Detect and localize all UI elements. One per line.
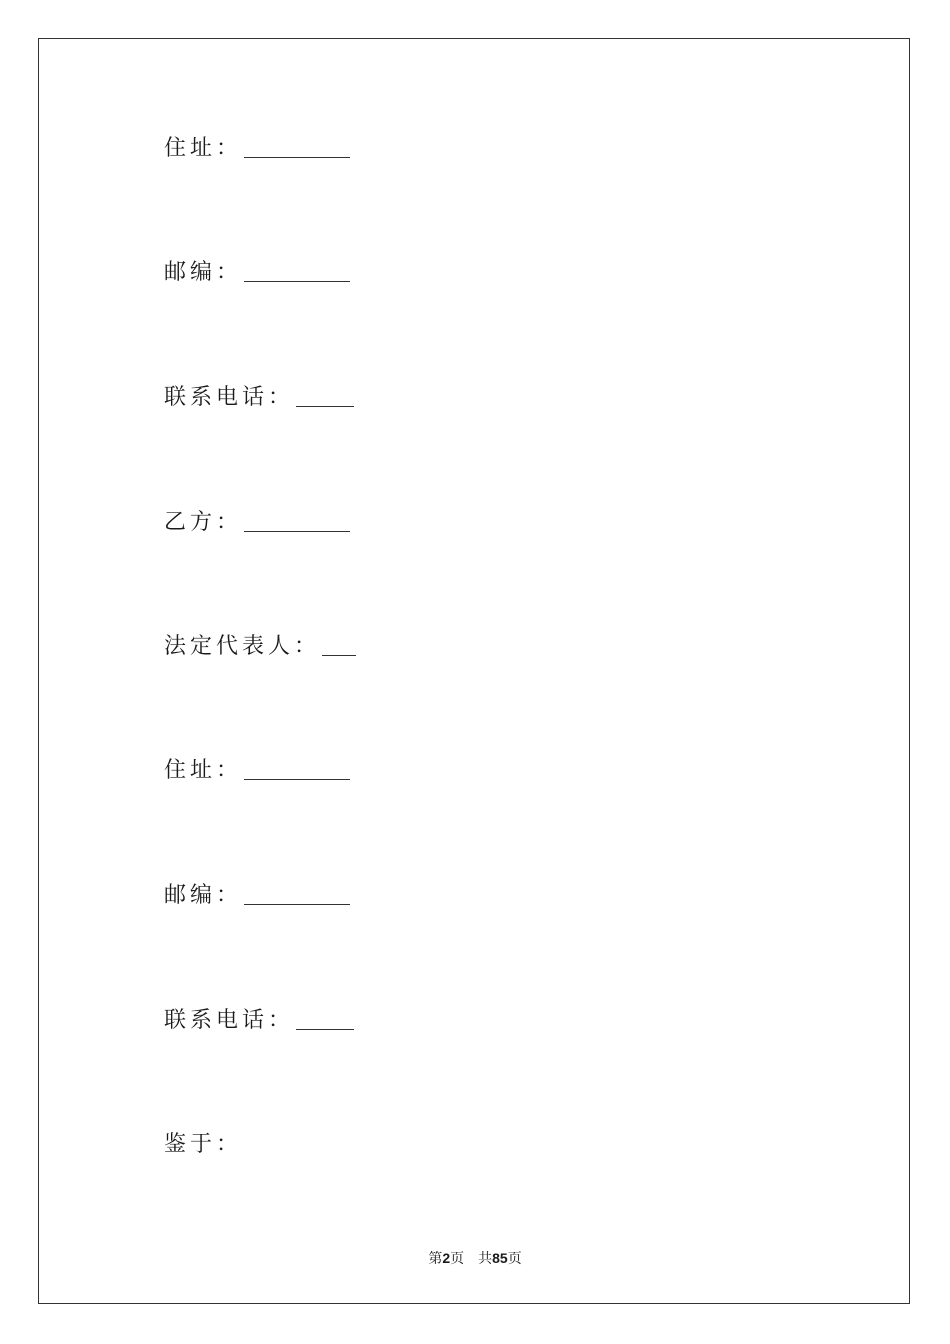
- fill-in-blank[interactable]: [244, 759, 350, 780]
- page-prefix: 第: [428, 1251, 443, 1267]
- field-label: 邮编：: [164, 883, 243, 908]
- page-frame: [38, 38, 910, 1304]
- field-label: 乙方：: [164, 510, 243, 535]
- field-phone-party-b: [164, 1008, 354, 1034]
- field-label: 邮编：: [164, 260, 243, 285]
- fill-in-blank[interactable]: [244, 884, 350, 905]
- field-legal-representative: [164, 634, 356, 660]
- page-number: 2: [442, 1250, 451, 1266]
- field-phone-party-a: [164, 385, 354, 411]
- field-address-party-a: [164, 136, 350, 162]
- fill-in-blank[interactable]: [244, 511, 350, 532]
- field-label: 鉴于：: [164, 1132, 243, 1157]
- field-label: 联系电话：: [164, 1008, 295, 1033]
- fill-in-blank[interactable]: [296, 1009, 354, 1030]
- fill-in-blank[interactable]: [296, 386, 354, 407]
- field-address-party-b: [164, 758, 350, 784]
- field-whereas: [164, 1132, 242, 1158]
- field-label: 联系电话：: [164, 385, 295, 410]
- total-suffix: 页: [507, 1251, 522, 1267]
- fill-in-blank[interactable]: [322, 635, 356, 656]
- field-label: 住址：: [164, 758, 243, 783]
- page-footer: [0, 1248, 950, 1268]
- field-postcode-party-b: [164, 883, 350, 909]
- field-party-b: [164, 510, 350, 536]
- field-postcode-party-a: [164, 260, 350, 286]
- total-prefix: 共: [478, 1251, 493, 1267]
- fill-in-blank[interactable]: [244, 261, 350, 282]
- total-pages: 85: [492, 1250, 508, 1266]
- page-suffix: 页: [450, 1251, 465, 1267]
- fill-in-blank[interactable]: [244, 137, 350, 158]
- field-label: 法定代表人：: [164, 634, 321, 659]
- field-label: 住址：: [164, 136, 243, 161]
